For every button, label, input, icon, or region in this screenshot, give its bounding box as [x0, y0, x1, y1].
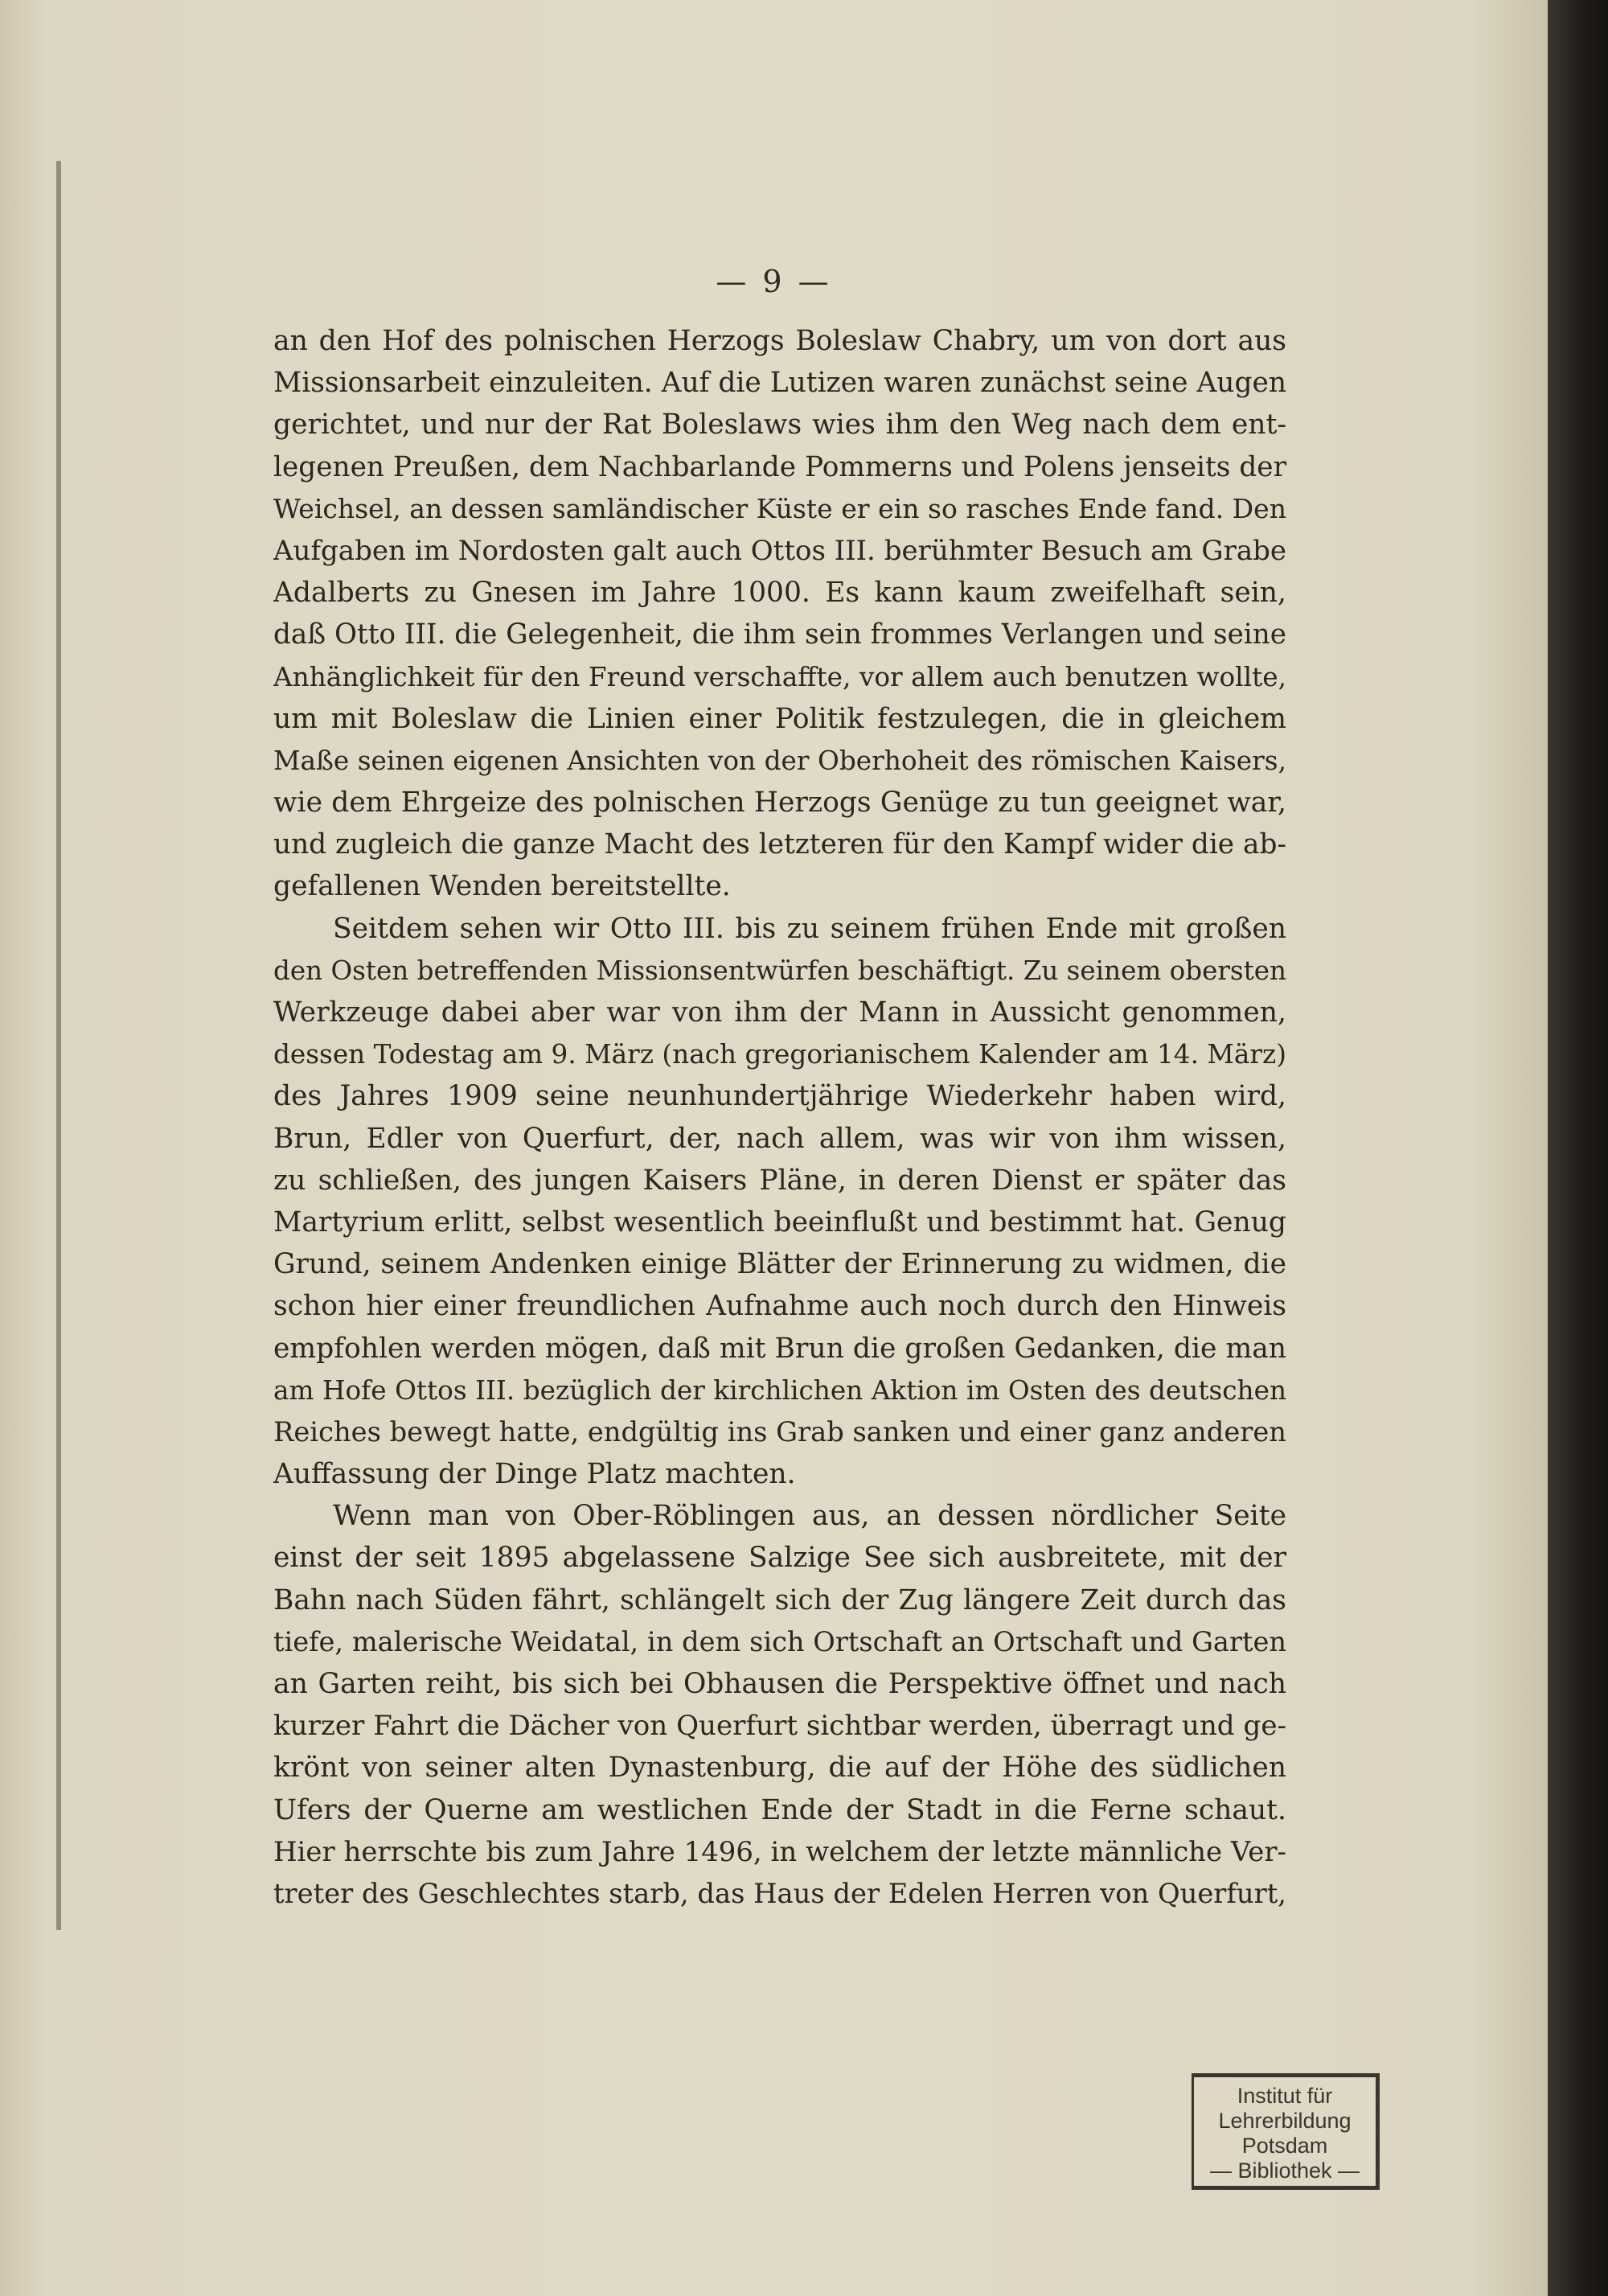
binding-edge [56, 161, 77, 1930]
text-line: Wenn man von Ober-Röblingen aus, an dessen nördlicher Seite [333, 1500, 1286, 1533]
text-line: Seitdem sehen wir Otto III. bis zu seinem frühen Ende mit großen [333, 912, 1286, 945]
text-line: einst der seit 1895 abgelassene Salzige See sich ausbreitete, mit der [273, 1542, 1286, 1575]
text-line: den Osten betreffenden Missionsentwürfen beschäftigt. Zu seinem obersten [273, 955, 1286, 986]
text-line: Ufers der Querne am westlichen Ende der Stadt in die Ferne schaut. [273, 1793, 1286, 1826]
stamp-line: Potsdam [1241, 2134, 1328, 2158]
text-line: am Hofe Ottos III. bezüglich der kirchlichen Aktion im Osten des deutschen [273, 1374, 1286, 1406]
text-line: Brun, Edler von Querfurt, der, nach allem, was wir von ihm wissen, [273, 1122, 1286, 1155]
text-line: legenen Preußen, dem Nachbarlande Pommerns und Polens jenseits der [273, 450, 1286, 483]
text-line: schon hier einer freundlichen Aufnahme auch noch durch den Hinweis [273, 1290, 1286, 1323]
text-line: gefallenen Wenden bereitstellte. [273, 870, 731, 903]
body-text [273, 320, 1286, 1915]
stamp-line: Lehrerbildung [1218, 2109, 1352, 2133]
text-line: empfohlen werden mögen, daß mit Brun die großen Gedanken, die man [273, 1332, 1286, 1365]
text-line: um mit Boleslaw die Linien einer Politik festzulegen, die in gleichem [273, 702, 1286, 735]
text-line: treter des Geschlechtes starb, das Haus der Edelen Herren von Querfurt, [273, 1877, 1286, 1909]
text-line: Reiches bewegt hatte, endgültig ins Grab sanken und einer ganz anderen [273, 1415, 1286, 1448]
text-line: Anhänglichkeit für den Freund verschaffte, vor allem auch benutzen wollte, [273, 661, 1286, 692]
text-line: und zugleich die ganze Macht des letzteren für den Kampf wider die ab- [273, 828, 1286, 861]
text-line: an Garten reiht, bis sich bei Obhausen die Perspektive öffnet und nach [273, 1668, 1286, 1700]
text-line: Weichsel, an dessen samländischer Küste er ein so rasches Ende fand. Den [273, 492, 1286, 524]
page-number: — 9 — [716, 264, 832, 299]
text-line: daß Otto III. die Gelegenheit, die ihm sein frommes Verlangen und seine [273, 618, 1286, 651]
text-line: Auffassung der Dinge Platz machten. [273, 1458, 796, 1491]
text-line: krönt von seiner alten Dynastenburg, die auf der Höhe des südlichen [273, 1752, 1286, 1785]
text-line: des Jahres 1909 seine neunhundertjährige Wiederkehr haben wird, [273, 1080, 1286, 1113]
text-line: gerichtet, und nur der Rat Boleslaws wies ihm den Weg nach dem ent- [273, 409, 1286, 442]
stamp-line: Institut für [1237, 2084, 1333, 2108]
text-line: Werkzeuge dabei aber war von ihm der Mann in Aussicht genommen, [273, 996, 1286, 1029]
text-line: Adalberts zu Gnesen im Jahre 1000. Es kann kaum zweifelhaft sein, [273, 577, 1286, 610]
text-line: Aufgaben im Nordosten galt auch Ottos III. berühmter Besuch am Grabe [273, 534, 1286, 567]
library-stamp [1192, 2073, 1380, 2190]
text-line: zu schließen, des jungen Kaisers Pläne, in deren Dienst er später das [273, 1164, 1286, 1197]
text-line: Martyrium erlitt, selbst wesentlich beeinflußt und bestimmt hat. Genug [273, 1206, 1286, 1238]
text-line: an den Hof des polnischen Herzogs Boleslaw Chabry, um von dort aus [273, 325, 1286, 357]
stamp-line: — Bibliothek — [1209, 2158, 1360, 2183]
book-cover-edge [1548, 0, 1608, 2296]
text-line: wie dem Ehrgeize des polnischen Herzogs Genüge zu tun geeignet war, [273, 787, 1286, 819]
text-line: kurzer Fahrt die Dächer von Querfurt sichtbar werden, überragt und ge- [273, 1710, 1286, 1743]
text-line: Grund, seinem Andenken einige Blätter der Erinnerung zu widmen, die [273, 1248, 1286, 1281]
text-line: Hier herrschte bis zum Jahre 1496, in welchem der letzte männliche Ver- [273, 1835, 1286, 1867]
text-line: dessen Todestag am 9. März (nach gregorianischem Kalender am 14. März) [273, 1039, 1286, 1070]
text-line: Missionsarbeit einzuleiten. Auf die Lutizen waren zunächst seine Augen [273, 367, 1286, 400]
text-line: tiefe, malerische Weidatal, in dem sich Ortschaft an Ortschaft und Garten [273, 1625, 1286, 1657]
text-line: Maße seinen eigenen Ansichten von der Oberhoheit des römischen Kaisers, [273, 745, 1286, 776]
text-line: Bahn nach Süden fährt, schlängelt sich der Zug längere Zeit durch das [273, 1583, 1286, 1616]
